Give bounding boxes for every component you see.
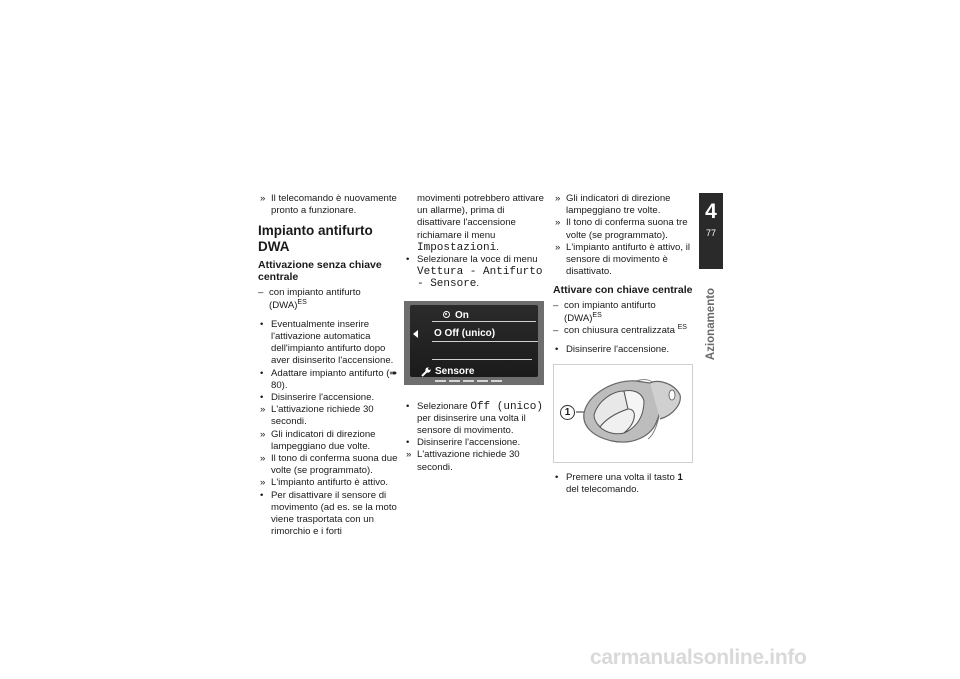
condition-line: – con impianto antifurto (DWA)$^{ES}$: [553, 300, 656, 324]
step-item: • Premere una volta il tasto 1 del telecomando.: [555, 472, 683, 496]
continued-text: movimenti potrebbero attivare un allarme), prima di disattivare l'accensione richiamare il menu Impostazioni.: [417, 193, 544, 254]
watermark: carmanualsonline.info: [590, 646, 807, 669]
chapter-label: Azionamento: [705, 287, 717, 361]
result-item: » L'attivazione richiede 30 secondi.: [406, 449, 520, 473]
page-number: 77: [705, 228, 716, 238]
step-item: • Selezionare la voce di menu Vettura - Antifurto - Sensore.: [406, 254, 543, 291]
condition-line: – con chiusura centralizzata $^{ES}$: [553, 323, 687, 336]
display-screenshot: [404, 301, 544, 385]
chapter-number: 4: [705, 200, 717, 223]
subsection-title: Attivazione senza chiave centrale: [258, 259, 382, 284]
divider: [432, 359, 532, 361]
menu-name: Impostazioni: [417, 241, 497, 254]
result-item: » L'impianto antifurto è attivo, il sensore di movimento è disattivato.: [555, 241, 690, 278]
divider: [432, 321, 536, 323]
display-screen: [410, 305, 538, 377]
column-2: [404, 193, 546, 474]
result-item: » Il tono di conferma suona due volte (se programmato).: [260, 453, 398, 477]
option-on: On: [455, 309, 469, 321]
result-item: » L'impianto antifurto è attivo.: [260, 477, 389, 489]
menu-sensor: Sensore: [435, 365, 475, 377]
result-item: » Gli indicatori di direzione lampeggiano due volte.: [260, 428, 376, 452]
chapter-tab: [699, 193, 723, 269]
step-list: [404, 437, 546, 474]
remote-key-illustration: [553, 364, 693, 463]
section-title: Impianto antifurto DWA: [258, 223, 373, 255]
step-item: • Disinserire l'accensione.: [260, 392, 375, 404]
option-code: Off (unico): [470, 400, 543, 413]
step-item: • Eventualmente inserire l'attivazione automatica dell'impianto antifurto dopo aver disinserito l'accensione.: [260, 318, 394, 367]
progress-bars: [435, 380, 505, 382]
step-item: • Disinserire l'accensione.: [555, 344, 670, 356]
step-item: • Per disattivare il sensore di movimento (ad es. se la moto viene trasportata con un rimorchio e i forti: [260, 489, 397, 538]
arrow-left-icon: [413, 330, 418, 338]
radio-selected-icon: [443, 311, 450, 318]
result-item: » L'attivazione richiede 30 secondi.: [260, 404, 374, 428]
menu-path: Vettura - Antifurto - Sensore: [417, 266, 543, 291]
callout-number: 1: [560, 405, 575, 420]
result-item: » Il telecomando è nuovamente pronto a funzionare.: [260, 193, 397, 217]
divider: [432, 341, 538, 343]
result-list: [553, 193, 695, 278]
column-1: [258, 193, 398, 538]
step-list: [258, 319, 398, 539]
step-item: • Disinserire l'accensione.: [406, 437, 521, 449]
subsection-title: Attivare con chiave centrale: [553, 284, 693, 297]
result-item: » Gli indicatori di direzione lampeggiano tre volte.: [555, 193, 671, 217]
wrench-icon: [421, 367, 431, 377]
condition-line: – con impianto antifurto (DWA)$^{ES}$: [258, 287, 361, 311]
column-3: [553, 193, 695, 497]
step-item: • Selezionare Off (unico) per disinserire una volta il sensore di movimento.: [406, 400, 543, 437]
option-off-once: O Off (unico): [434, 327, 496, 339]
step-item: • Adattare impianto antifurto (➠ 80).: [260, 367, 398, 391]
result-item: » Il tono di conferma suona tre volte (se programmato).: [555, 217, 688, 241]
